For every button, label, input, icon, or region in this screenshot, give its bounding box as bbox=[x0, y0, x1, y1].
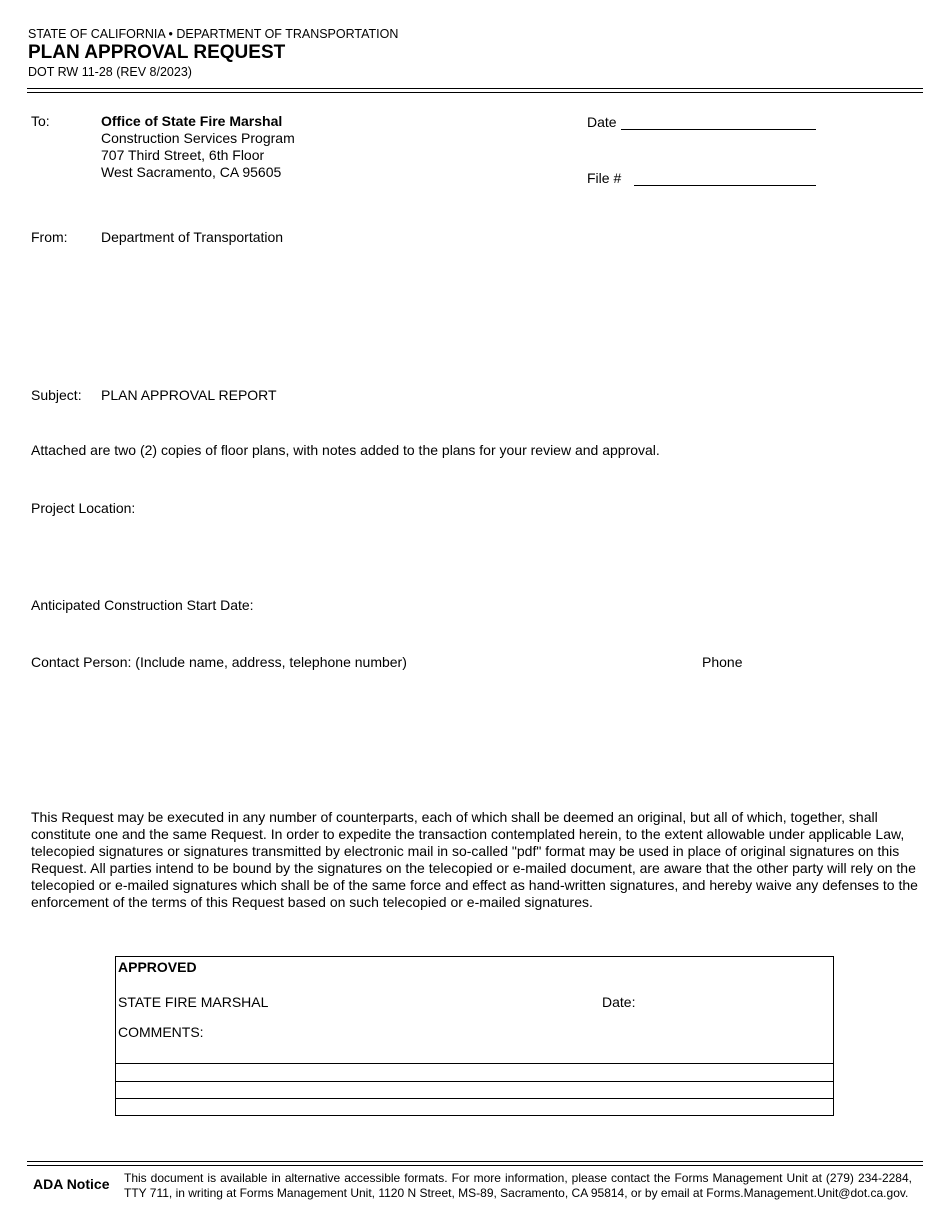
state-fire-marshal-label: STATE FIRE MARSHAL bbox=[118, 994, 269, 1010]
attached-statement: Attached are two (2) copies of floor plans, with notes added to the plans for your review and approval. bbox=[31, 442, 660, 458]
comments-line-2[interactable] bbox=[116, 1081, 833, 1082]
approved-heading: APPROVED bbox=[118, 959, 197, 975]
header-divider-bottom bbox=[27, 92, 923, 93]
subject-label: Subject: bbox=[31, 387, 82, 403]
project-location-label: Project Location: bbox=[31, 500, 136, 516]
to-address-line-3: 707 Third Street, 6th Floor bbox=[101, 147, 265, 163]
agency-header: STATE OF CALIFORNIA • DEPARTMENT OF TRANSPORTATION bbox=[28, 27, 399, 41]
from-label: From: bbox=[31, 229, 68, 245]
to-recipient-name: Office of State Fire Marshal bbox=[101, 113, 283, 129]
file-number-field[interactable] bbox=[634, 185, 816, 186]
footer-divider-bottom bbox=[27, 1165, 923, 1166]
approval-date-label: Date: bbox=[602, 994, 636, 1010]
page-title: PLAN APPROVAL REQUEST bbox=[28, 42, 286, 63]
subject-value: PLAN APPROVAL REPORT bbox=[101, 387, 277, 403]
ada-notice-label: ADA Notice bbox=[33, 1176, 110, 1192]
file-number-label: File # bbox=[587, 170, 622, 186]
ada-notice-text: This document is available in alternative accessible formats. For more information, please contact the Forms Management Unit at (279) 234-2284, TTY 711, in writing at Forms Management Unit, 1120 N Street, MS-89, Sacramento, CA 95814, or by email at Forms.Management.Unit@dot.ca.gov. bbox=[124, 1171, 912, 1200]
from-value: Department of Transportation bbox=[101, 229, 284, 245]
comments-line-3[interactable] bbox=[116, 1098, 833, 1099]
approval-box bbox=[115, 956, 834, 1116]
date-label: Date bbox=[587, 114, 617, 130]
form-number: DOT RW 11-28 (REV 8/2023) bbox=[28, 65, 192, 79]
comments-line-1[interactable] bbox=[116, 1063, 833, 1064]
phone-label: Phone bbox=[702, 654, 743, 670]
date-field[interactable] bbox=[621, 129, 816, 130]
comments-label: COMMENTS: bbox=[118, 1024, 204, 1040]
to-label: To: bbox=[31, 113, 50, 129]
counterparts-paragraph: This Request may be executed in any number of counterparts, each of which shall be deemed an original, but all of which, together, shall constitute one and the same Request. In order to expedite the transaction contemplated herein, to the extent allowable under applicable Law, telecopied signatures or signatures transmitted by electronic mail in so-called "pdf" format may be used in place of original signatures on this Request. All parties intend to be bound by the signatures on the telecopied or e-mailed document, are aware that the other party will rely on the telecopied or e-mailed signatures which shall be of the same force and effect as hand-written signatures, and hereby waive any defenses to the enforcement of the terms of this Request based on such telecopied or e-mailed signatures. bbox=[31, 809, 918, 910]
construction-start-date-label: Anticipated Construction Start Date: bbox=[31, 597, 254, 613]
footer-divider-top bbox=[27, 1161, 923, 1162]
to-address-line-2: Construction Services Program bbox=[101, 130, 295, 146]
contact-person-label: Contact Person: (Include name, address, telephone number) bbox=[31, 654, 407, 670]
to-address-line-4: West Sacramento, CA 95605 bbox=[101, 164, 282, 180]
header-divider-top bbox=[27, 88, 923, 89]
